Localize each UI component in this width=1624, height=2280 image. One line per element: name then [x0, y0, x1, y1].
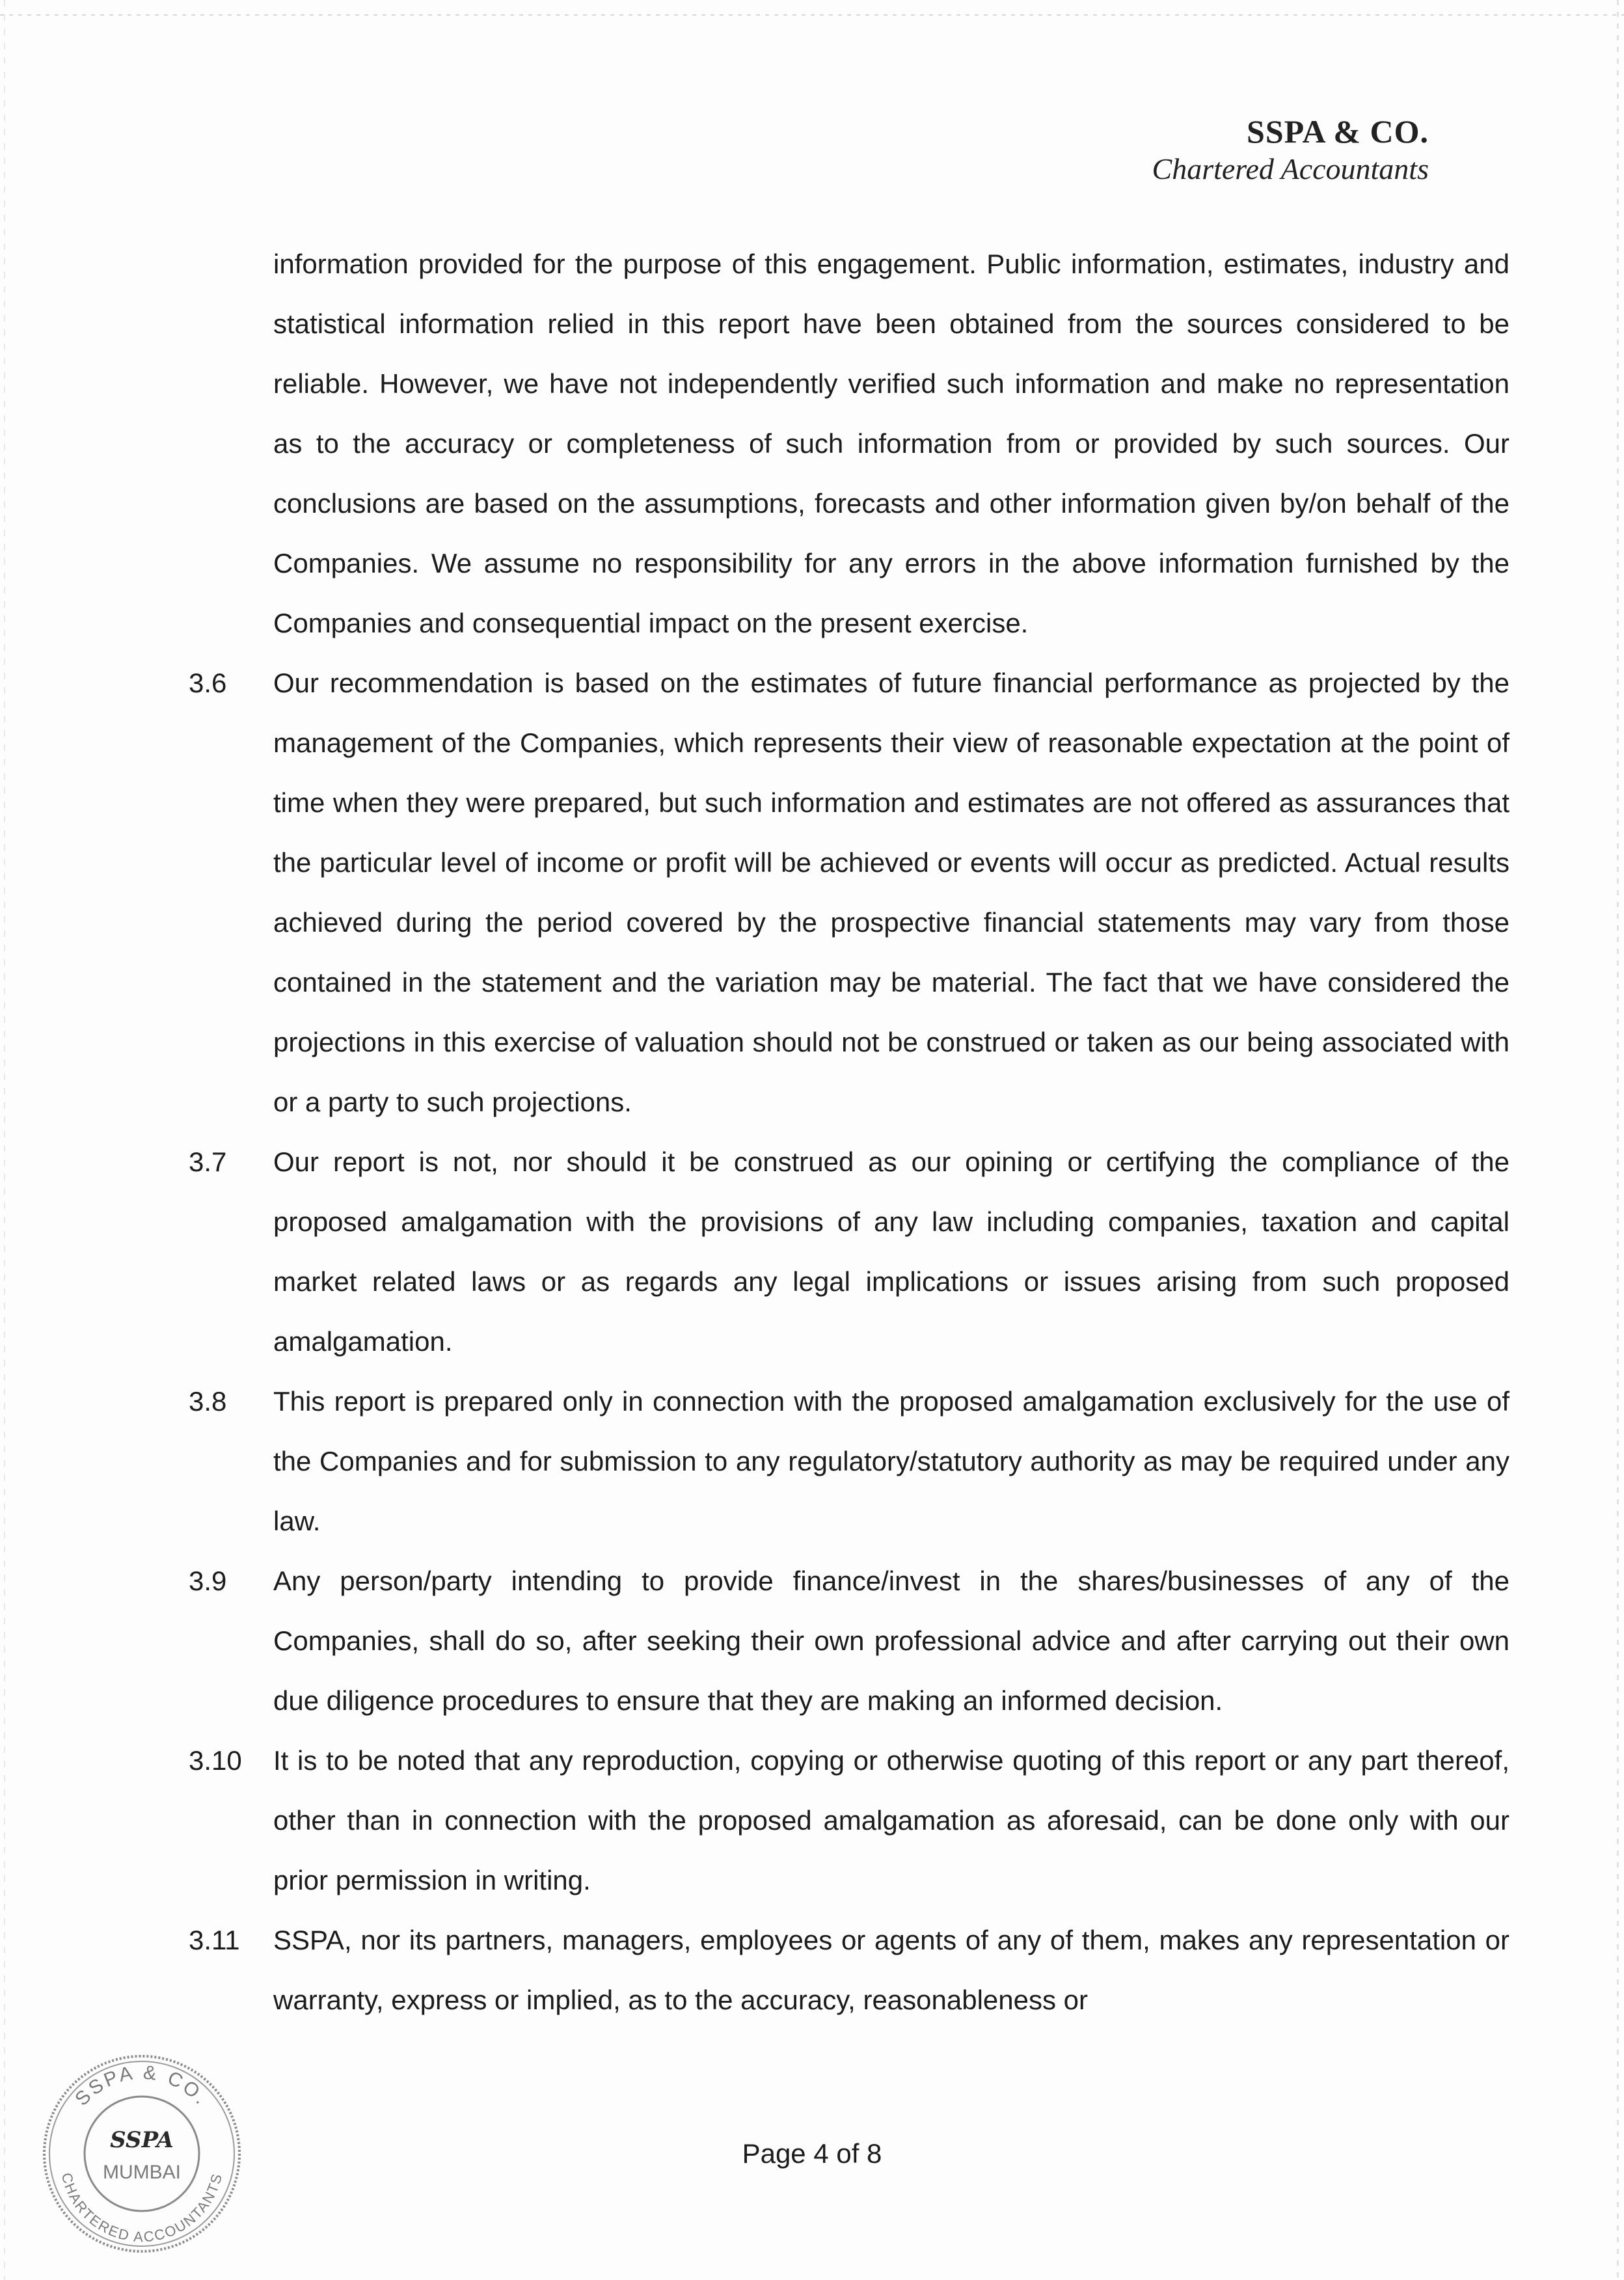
paragraph-3-10 [176, 1731, 1509, 1910]
paragraph-number: 3.6 [189, 668, 227, 698]
paragraph-3-8 [176, 1372, 1509, 1551]
paragraph-number: 3.7 [189, 1147, 227, 1177]
stamp-bottom-text: CHARTERED ACCOUNTANTS [58, 2171, 226, 2246]
paragraph-text: This report is prepared only in connection with the proposed amalgamation exclusively for the use of the Companies and for submission to any regulatory/statutory authority as may be required under any law. [273, 1386, 1509, 1536]
letterhead [1152, 112, 1429, 187]
paragraph-text: Any person/party intending to provide finance/invest in the shares/businesses of any of the Companies, shall do so, after seeking their own professional advice and after carrying out their own due diligence procedures to ensure that they are making an informed decision. [273, 1566, 1509, 1716]
paragraph-text: It is to be noted that any reproduction, copying or otherwise quoting of this report or any part thereof, other than in connection with the proposed amalgamation as aforesaid, can be done only with our prior permission in writing. [273, 1745, 1509, 1895]
stamp-signature: SSPA [110, 2127, 174, 2153]
paragraph-text: information provided for the purpose of this engagement. Public information, estimates, industry and statistical information relied in this report have been obtained from the sources considered to be reliable. However, we have not independently verified such information and make no representation as to the accuracy or completeness of such information from or provided by such sources. Our conclusions are based on the assumptions, forecasts and other information given by/on behalf of the Companies. We assume no responsibility for any errors in the above information furnished by the Companies and consequential impact on the present exercise. [273, 249, 1509, 638]
paragraph-3-7 [176, 1132, 1509, 1372]
paragraph-3-9 [176, 1551, 1509, 1731]
scan-edge-left [4, 0, 5, 2280]
paragraph-number: 3.8 [189, 1386, 227, 1417]
scan-edge-right [1617, 0, 1619, 2280]
firm-subtitle: Chartered Accountants [1152, 152, 1429, 185]
report-body [176, 234, 1509, 2030]
stamp-city: MUMBAI [103, 2162, 181, 2183]
scan-edge-top [0, 14, 1624, 16]
paragraph-text: Our report is not, nor should it be construed as our opining or certifying the compliance of the proposed amalgamation with the provisions of any law including companies, taxation and capital market related laws or as regards any legal implications or issues arising from such proposed amalgamation. [273, 1147, 1509, 1357]
paragraph-3-11 [176, 1910, 1509, 2030]
page-number: Page 4 of 8 [742, 2138, 882, 2169]
paragraph-number: 3.11 [189, 1925, 240, 1955]
paragraph-3-6 [176, 653, 1509, 1132]
paragraph-number: 3.10 [189, 1745, 242, 1776]
paragraph-continued [176, 234, 1509, 653]
paragraph-number: 3.9 [189, 1566, 227, 1596]
firm-name: SSPA & CO. [1247, 113, 1429, 150]
stamp-top-text: SSPA & CO. [71, 2061, 213, 2110]
paragraph-text: SSPA, nor its partners, managers, employees or agents of any of them, makes any representation or warranty, express or implied, as to the accuracy, reasonableness or [273, 1925, 1509, 2015]
paragraph-text: Our recommendation is based on the estimates of future financial performance as projected by the management of the Companies, which represents their view of reasonable expectation at the point of time when they were prepared, but such information and estimates are not offered as assurances that the particular level of income or profit will be achieved or events will occur as predicted. Actual results achieved during the period covered by the prospective financial statements may vary from those contained in the statement and the variation may be material. The fact that we have considered the projections in this exercise of valuation should not be construed or taken as our being associated with or a party to such projections. [273, 668, 1509, 1117]
